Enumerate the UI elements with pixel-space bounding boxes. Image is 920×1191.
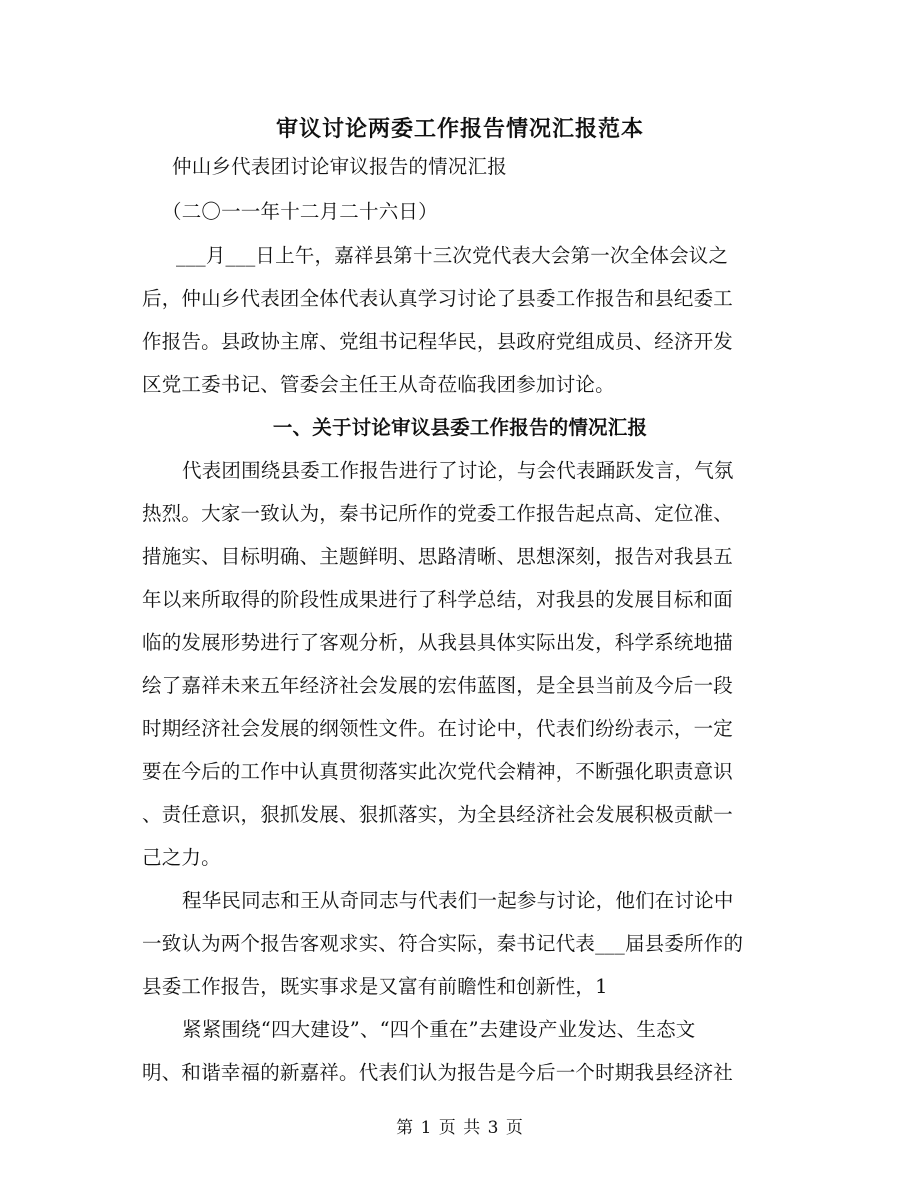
paragraph-line: 程华民同志和王从奇同志与代表们一起参与讨论，他们在讨论中 bbox=[182, 889, 734, 912]
paragraph-line: 作报告。县政协主席、党组书记程华民，县政府党组成员、经济开发 bbox=[142, 330, 734, 353]
paragraph-line: 时期经济社会发展的纲领性文件。在讨论中，代表们纷纷表示，一定 bbox=[142, 717, 734, 740]
paragraph-line: 年以来所取得的阶段性成果进行了科学总结，对我县的发展目标和面 bbox=[142, 588, 734, 611]
paragraph-line: 临的发展形势进行了客观分析，从我县具体实际出发，科学系统地描 bbox=[142, 631, 734, 654]
paragraph-line: 代表团围绕县委工作报告进行了讨论，与会代表踊跃发言，气氛 bbox=[182, 459, 734, 482]
subtitle-line: 仲山乡代表团讨论审议报告的情况汇报 bbox=[172, 155, 507, 178]
page-indicator: 第 1 页 共 3 页 bbox=[396, 1118, 524, 1138]
paragraph-line: 后，仲山乡代表团全体代表认真学习讨论了县委工作报告和县纪委工 bbox=[142, 287, 734, 310]
paragraph-line: 己之力。 bbox=[142, 846, 221, 869]
paragraph-line: 措施实、目标明确、主题鲜明、思路清晰、思想深刻，报告对我县五 bbox=[142, 545, 734, 568]
paragraph-line: 热烈。大家一致认为，秦书记所作的党委工作报告起点高、定位准、 bbox=[142, 502, 734, 525]
paragraph-line: 绘了嘉祥未来五年经济社会发展的宏伟蓝图，是全县当前及今后一段 bbox=[142, 674, 734, 697]
paragraph-line: 紧紧围绕“四大建设”、“四个重在”去建设产业发达、生态文 bbox=[182, 1018, 696, 1041]
paragraph-line: 要在今后的工作中认真贯彻落实此次党代会精神，不断强化职责意识 bbox=[142, 760, 734, 783]
date-line: （二〇一一年十二月二十六日） bbox=[162, 200, 438, 223]
paragraph-line: 明、和谐幸福的新嘉祥。代表们认为报告是今后一个时期我县经济社 bbox=[142, 1061, 734, 1084]
paragraph-line: ___月___日上午，嘉祥县第十三次党代表大会第一次全体会议之 bbox=[176, 244, 729, 267]
paragraph-line: 县委工作报告，既实事求是又富有前瞻性和创新性，1 bbox=[142, 975, 608, 998]
paragraph-line: 一致认为两个报告客观求实、符合实际，秦书记代表___届县委所作的 bbox=[142, 932, 744, 955]
section-heading: 一、关于讨论审议县委工作报告的情况汇报 bbox=[272, 416, 648, 439]
document-title: 审议讨论两委工作报告情况汇报范本 bbox=[275, 116, 644, 142]
paragraph-line: 、责任意识，狠抓发展、狠抓落实，为全县经济社会发展积极贡献一 bbox=[142, 803, 734, 826]
paragraph-line: 区党工委书记、管委会主任王从奇莅临我团参加讨论。 bbox=[142, 373, 615, 396]
